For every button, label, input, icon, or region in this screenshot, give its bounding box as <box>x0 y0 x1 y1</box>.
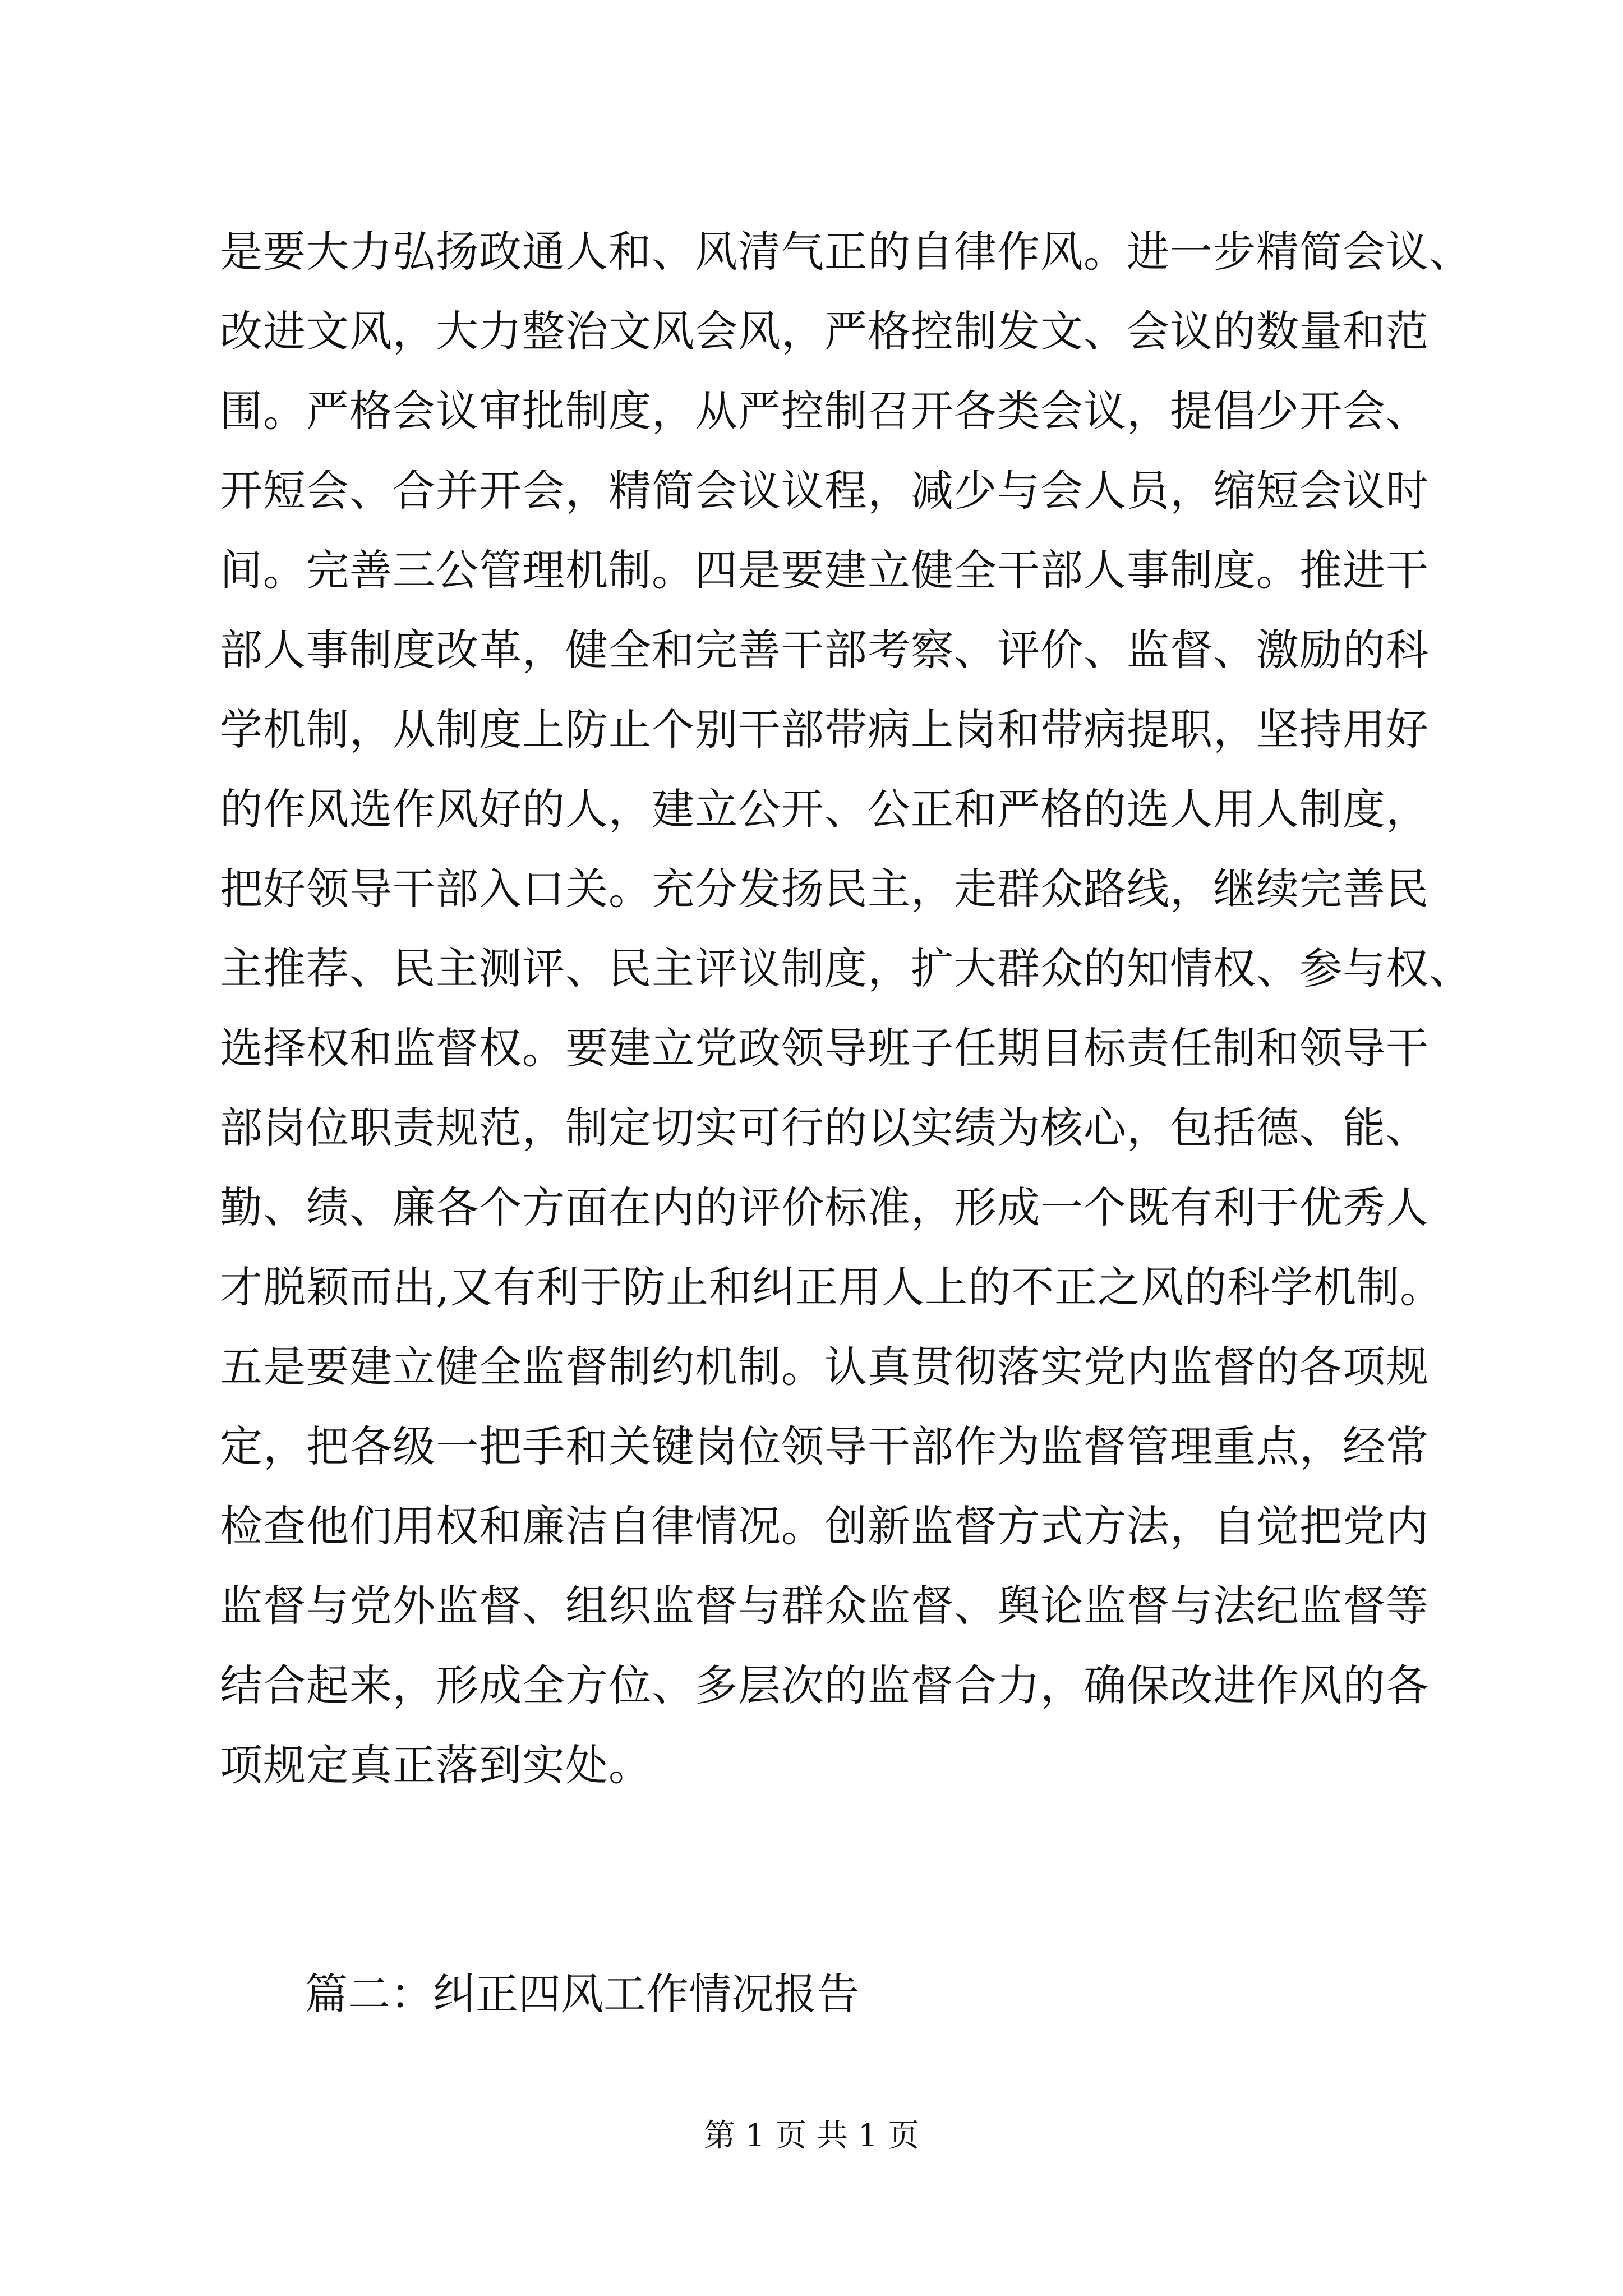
body-line: 部人事制度改革，健全和完善干部考察、评价、监督、激励的科 <box>220 625 1429 675</box>
body-line: 主推荐、民主测评、民主评议制度，扩大群众的知情权、参与权、 <box>220 944 1472 993</box>
body-line: 改进文风，大力整治文风会风，严格控制发文、会议的数量和范 <box>220 306 1429 356</box>
body-line: 定，把各级一把手和关键岗位领导干部作为监督管理重点，经常 <box>220 1421 1429 1471</box>
body-line: 勤、绩、廉各个方面在内的评价标准，形成一个既有利于优秀人 <box>220 1182 1429 1232</box>
body-text <box>220 212 1472 1805</box>
body-line: 围。严格会议审批制度，从严控制召开各类会议，提倡少开会、 <box>220 386 1429 436</box>
body-line: 结合起来，形成全方位、多层次的监督合力，确保改进作风的各 <box>220 1660 1429 1710</box>
body-line: 监督与党外监督、组织监督与群众监督、舆论监督与法纪监督等 <box>220 1581 1429 1631</box>
section-heading: 篇二：纠正四风工作情况报告 <box>305 1969 859 2019</box>
page-footer: 第 1 页 共 1 页 <box>703 2118 920 2154</box>
body-line: 把好领导干部入口关。充分发扬民主，走群众路线，继续完善民 <box>220 864 1429 914</box>
body-line: 五是要建立健全监督制约机制。认真贯彻落实党内监督的各项规 <box>220 1342 1429 1392</box>
body-line: 项规定真正落到实处。 <box>220 1740 652 1790</box>
body-line: 开短会、合并开会，精简会议议程，减少与会人员，缩短会议时 <box>220 466 1429 516</box>
body-line: 间。完善三公管理机制。四是要建立健全干部人事制度。推进干 <box>220 545 1429 595</box>
body-line: 部岗位职责规范，制定切实可行的以实绩为核心，包括德、能、 <box>220 1103 1429 1153</box>
body-line: 学机制，从制度上防止个别干部带病上岗和带病提职，坚持用好 <box>220 705 1429 754</box>
body-line: 的作风选作风好的人，建立公开、公正和严格的选人用人制度， <box>220 784 1429 834</box>
body-line: 是要大力弘扬政通人和、风清气正的自律作风。进一步精简会议、 <box>220 227 1472 277</box>
body-line: 检查他们用权和廉洁自律情况。创新监督方式方法，自觉把党内 <box>220 1501 1429 1551</box>
body-line: 选择权和监督权。要建立党政领导班子任期目标责任制和领导干 <box>220 1023 1429 1073</box>
body-line: 才脱颖而出,又有利于防止和纠正用人上的不正之风的科学机制。 <box>220 1262 1444 1312</box>
